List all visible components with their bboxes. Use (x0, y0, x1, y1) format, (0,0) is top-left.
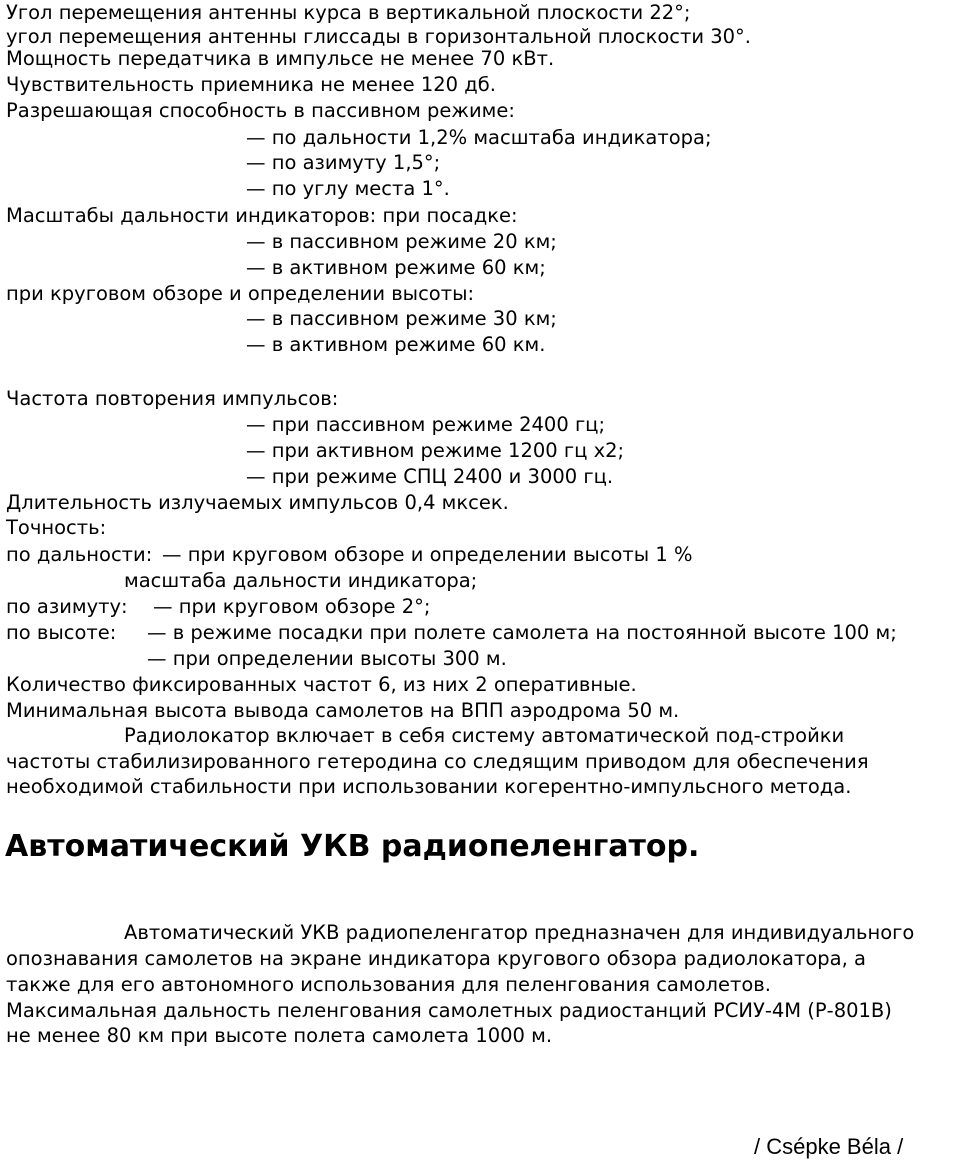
direction-finder-p1-line-1: Автоматический УКВ радиопеленгатор предназначен для индивидуального (124, 921, 915, 944)
accuracy-azimuth-value: — при круговом обзоре 2°; (153, 595, 431, 618)
direction-finder-p2-line-2: не менее 80 км при высоте полета самолета 1000 м. (6, 1024, 553, 1047)
prf-passive: — при пассивном режиме 2400 гц; (246, 413, 606, 436)
afc-line-1: Радиолокатор включает в себя систему автоматической под-стройки (124, 724, 845, 747)
prf-title: Частота повторения импульсов: (6, 387, 339, 410)
spec-receiver-sensitivity: Чувствительность приемника не менее 120 дб. (6, 73, 496, 96)
scales-survey-title: при круговом обзоре и определении высоты: (6, 282, 475, 305)
prf-mti: — при режиме СПЦ 2400 и 3000 гц. (246, 465, 614, 488)
direction-finder-p1-line-2: опознавания самолетов на экране индикатора кругового обзора радиолокатора, а (6, 947, 866, 970)
scales-survey-active: — в активном режиме 60 км. (246, 333, 546, 356)
accuracy-azimuth-label: по азимуту: (6, 595, 128, 618)
spec-antenna-course: Угол перемещения антенны курса в вертикальной плоскости 22°; (6, 1, 691, 24)
resolution-range: — по дальности 1,2% масштаба индикатора; (246, 126, 712, 149)
direction-finder-p2-line-1: Максимальная дальность пеленгования самолетных радиостанций РСИУ-4М (Р-801В) (6, 999, 892, 1022)
accuracy-height-value-2: — при определении высоты 300 м. (147, 647, 507, 670)
scales-title: Масштабы дальности индикаторов: при посадке: (6, 204, 518, 227)
prf-active: — при активном режиме 1200 гц х2; (246, 439, 625, 462)
afc-line-2: частоты стабилизированного гетеродина со следящим приводом для обеспечения (6, 750, 869, 773)
scales-landing-passive: — в пассивном режиме 20 км; (246, 230, 557, 253)
section-title: Автоматический УКВ радиопеленгатор. (5, 829, 700, 864)
accuracy-height-label: по высоте: (6, 621, 117, 644)
direction-finder-p1-line-3: также для его автономного использования для пеленгования самолетов. (6, 973, 771, 996)
accuracy-range-label: по дальности: (6, 543, 153, 566)
min-height: Минимальная высота вывода самолетов на ВПП аэродрома 50 м. (6, 699, 680, 722)
accuracy-height-value-1: — в режиме посадки при полете самолета на постоянной высоте 100 м; (147, 621, 897, 644)
author-signature: / Csépke Béla / (754, 1134, 904, 1159)
resolution-title: Разрешающая способность в пассивном режиме: (6, 99, 515, 122)
scales-survey-passive: — в пассивном режиме 30 км; (246, 307, 557, 330)
accuracy-title: Точность: (6, 516, 107, 539)
accuracy-range-value: — при круговом обзоре и определении высоты 1 % (162, 543, 693, 566)
spec-antenna-glide: угол перемещения антенны глиссады в горизонтальной плоскости 30°. (6, 25, 751, 48)
scales-landing-active: — в активном режиме 60 км; (246, 256, 546, 279)
afc-line-3: необходимой стабильности при использовании когерентно-импульсного метода. (6, 775, 852, 798)
accuracy-range-cont: масштаба дальности индикатора; (124, 569, 478, 592)
spec-transmitter-power: Мощность передатчика в импульсе не менее 70 кВт. (6, 47, 555, 70)
fixed-frequencies: Количество фиксированных частот 6, из них 2 оперативные. (6, 673, 637, 696)
resolution-azimuth: — по азимуту 1,5°; (246, 151, 441, 174)
pulse-width: Длительность излучаемых импульсов 0,4 мксек. (6, 491, 509, 514)
resolution-elevation: — по углу места 1°. (246, 177, 450, 200)
